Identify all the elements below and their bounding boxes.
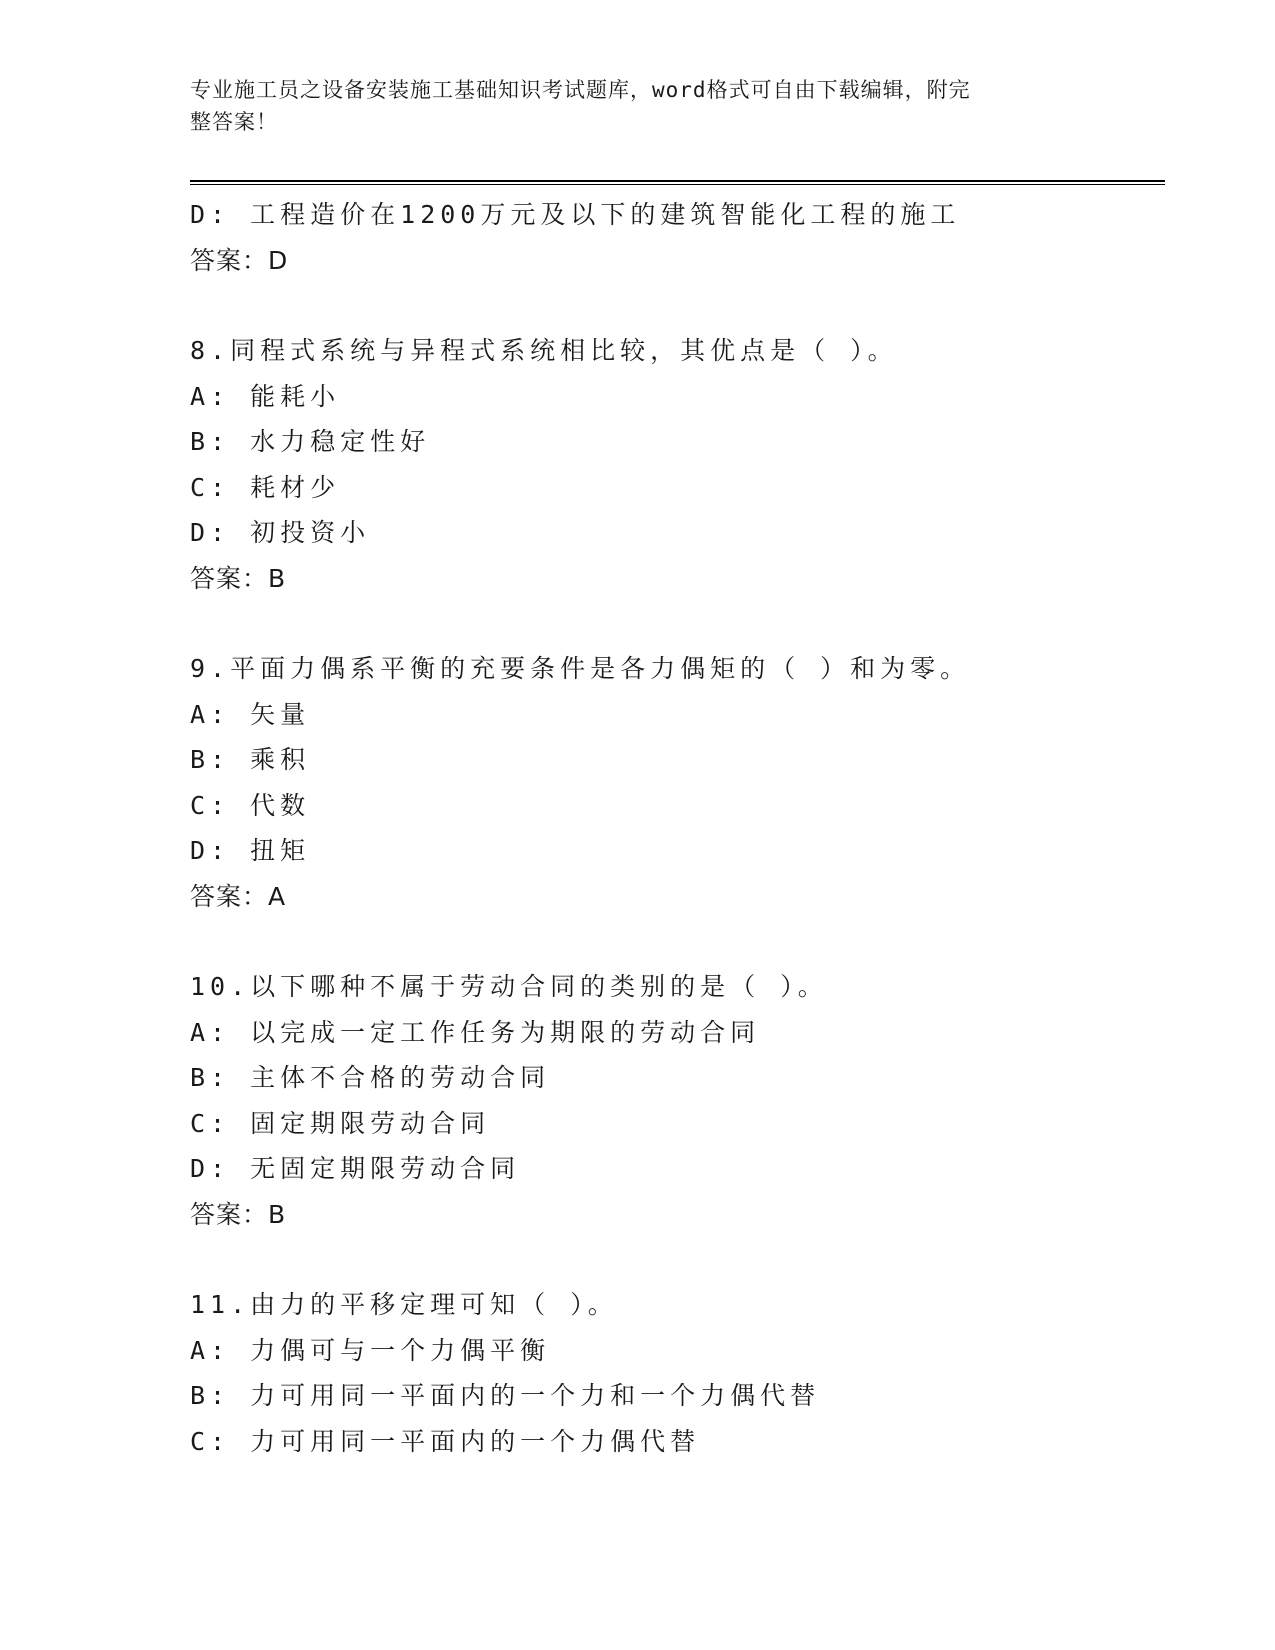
question-stem: 8.同程式系统与异程式系统相比较，其优点是（ ）。 — [190, 336, 898, 365]
answer-line: 答案：A — [190, 881, 287, 911]
document-header — [190, 74, 1090, 138]
question-stem: 9.平面力偶系平衡的充要条件是各力偶矩的（ ）和为零。 — [190, 654, 971, 683]
option-c: C: 力可用同一平面内的一个力偶代替 — [190, 1426, 701, 1456]
option-b: B: 主体不合格的劳动合同 — [190, 1063, 551, 1092]
option-d: D: 扭矩 — [190, 836, 311, 865]
header-divider-thin — [190, 184, 1165, 185]
question-8 — [190, 328, 1170, 601]
header-line-1: 专业施工员之设备安装施工基础知识考试题库，word格式可自由下载编辑，附完 — [190, 78, 971, 102]
question-7-fragment — [190, 192, 1170, 283]
question-9 — [190, 646, 1170, 919]
option-d: D: 工程造价在1200万元及以下的建筑智能化工程的施工 — [190, 200, 961, 229]
option-c: C: 代数 — [190, 790, 311, 820]
answer-line: 答案：D — [190, 245, 289, 275]
option-d: D: 初投资小 — [190, 518, 371, 547]
option-d: D: 无固定期限劳动合同 — [190, 1154, 521, 1183]
option-b: B: 乘积 — [190, 745, 311, 774]
header-divider-thick — [190, 180, 1165, 182]
question-stem: 11.由力的平移定理可知（ ）。 — [190, 1290, 618, 1319]
option-a: A: 力偶可与一个力偶平衡 — [190, 1335, 551, 1365]
question-11 — [190, 1282, 1170, 1464]
question-10 — [190, 964, 1170, 1237]
option-a: A: 能耗小 — [190, 381, 341, 411]
header-line-2: 整答案！ — [190, 110, 278, 134]
option-b: B: 力可用同一平面内的一个力和一个力偶代替 — [190, 1381, 821, 1410]
question-list — [190, 192, 1170, 1464]
question-stem: 10.以下哪种不属于劳动合同的类别的是（ ）。 — [190, 972, 828, 1001]
option-b: B: 水力稳定性好 — [190, 427, 431, 456]
option-c: C: 固定期限劳动合同 — [190, 1108, 491, 1138]
answer-line: 答案：B — [190, 1199, 287, 1229]
option-c: C: 耗材少 — [190, 472, 341, 502]
option-a: A: 以完成一定工作任务为期限的劳动合同 — [190, 1017, 761, 1047]
option-a: A: 矢量 — [190, 699, 311, 729]
answer-line: 答案：B — [190, 563, 287, 593]
